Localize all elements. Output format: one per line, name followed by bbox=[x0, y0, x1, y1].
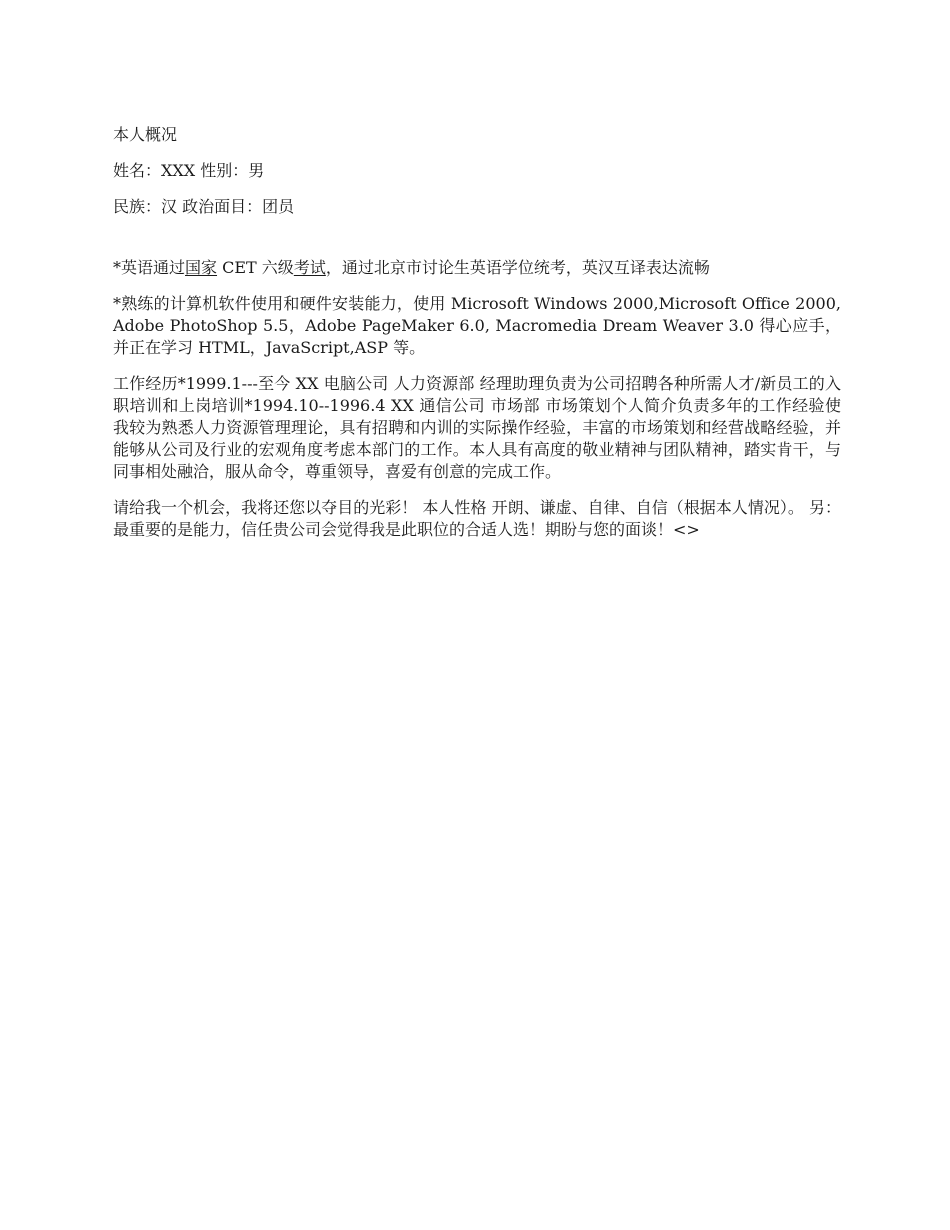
english-skill-middle: CET 六级 bbox=[217, 258, 294, 277]
link-exam[interactable]: 考试 bbox=[293, 258, 326, 277]
closing-paragraph: 请给我一个机会，我将还您以夺目的光彩！ 本人性格 开朗、谦虚、自律、自信（根据本人情况）。 另：最重要的是能力，信任贵公司会觉得我是此职位的合适人选！期盼与您的面谈！<> bbox=[113, 498, 841, 539]
resume-document bbox=[113, 124, 841, 541]
english-skill-suffix: ，通过北京市讨论生英语学位统考，英汉互译表达流畅 bbox=[325, 258, 710, 277]
english-skill-paragraph bbox=[113, 257, 841, 279]
overview-heading: 本人概况 bbox=[113, 125, 178, 144]
ethnicity-politics-line: 民族：汉 政治面目：团员 bbox=[113, 197, 295, 216]
name-gender-line: 姓名：XXX 性别：男 bbox=[113, 161, 265, 180]
work-experience-paragraph: 工作经历*1999.1---至今 XX 电脑公司 人力资源部 经理助理负责为公司招聘各种所需人才/新员工的入职培训和上岗培训*1994.10--1996.4 XX 通信公司 市场部 市场策划个人简介负责多年的工作经验使我较为熟悉人力资源管理理论，具有招聘和内训的实际操作经验，丰富的市场策划和经营战略经验，并能够从公司及行业的宏观角度考虑本部门的工作。本人具有高度的敬业精神与团队精神，踏实肯干，与同事相处融洽，服从命令，尊重领导，喜爱有创意的完成工作。 bbox=[113, 374, 841, 481]
english-skill-prefix: *英语通过 bbox=[113, 258, 186, 277]
link-national[interactable]: 国家 bbox=[185, 258, 218, 277]
computer-skill-paragraph: *熟练的计算机软件使用和硬件安装能力，使用 Microsoft Windows 2000,Microsoft Office 2000,Adobe PhotoShop 5.5，Adobe PageMaker 6.0, Macromedia Dream Weaver 3.0 得心应手，并正在学习 HTML，JavaScript,ASP 等。 bbox=[113, 294, 841, 357]
